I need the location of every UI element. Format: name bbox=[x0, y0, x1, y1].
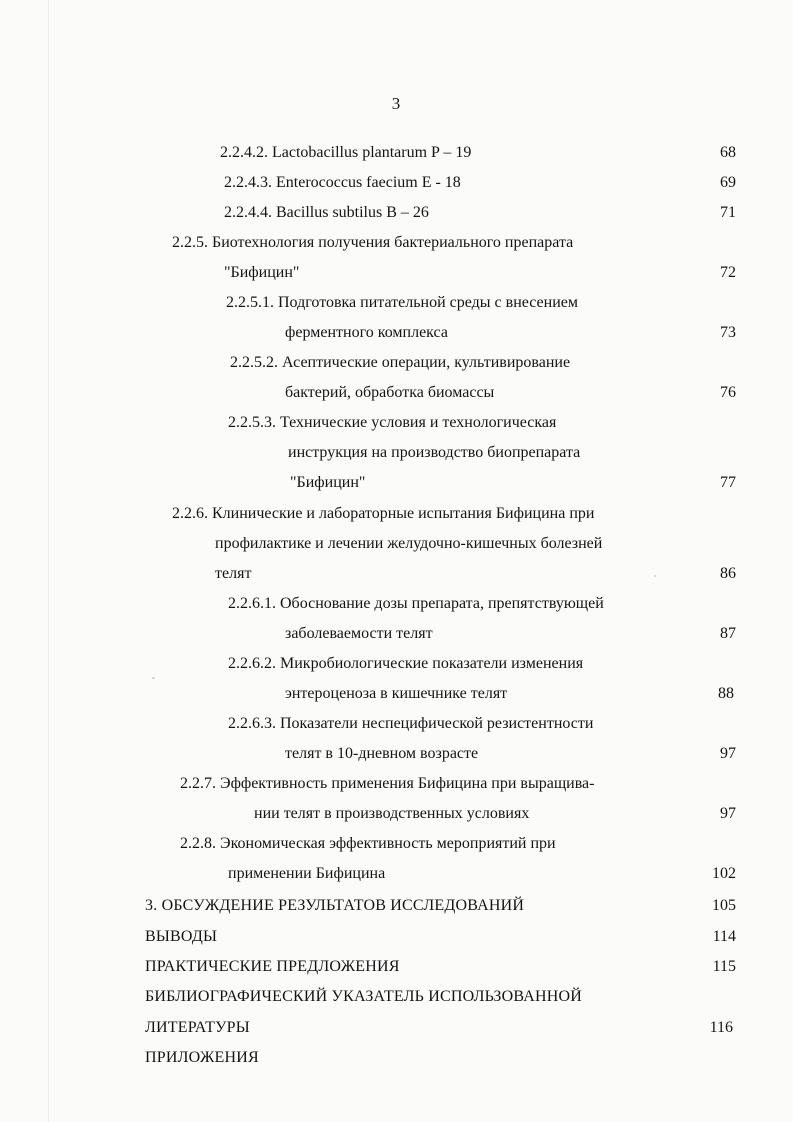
toc-entry-continuation: энтероценоза в кишечнике телят bbox=[285, 685, 508, 702]
toc-entry-page: 77 bbox=[720, 474, 736, 491]
toc-entry-continuation: телят в 10-дневном возрасте bbox=[285, 745, 479, 762]
scan-speck bbox=[654, 575, 656, 577]
toc-chapter-continuation: ЛИТЕРАТУРЫ bbox=[145, 1019, 250, 1036]
scan-speck bbox=[152, 677, 155, 679]
toc-entry-title: 2.2.6.3. Показатели неспецифической резистентности bbox=[228, 715, 594, 732]
toc-entry-page: 97 bbox=[720, 745, 736, 762]
toc-entry-page: 87 bbox=[720, 625, 736, 642]
toc-chapter-title: ВЫВОДЫ bbox=[145, 928, 218, 945]
toc-entry-title: 2.2.5.1. Подготовка питательной среды с внесением bbox=[226, 294, 579, 311]
toc-entry-continuation: "Бифицин" bbox=[224, 264, 300, 281]
toc-entry-continuation: нии телят в производственных условиях bbox=[254, 805, 530, 822]
toc-entry-page: 73 bbox=[720, 324, 736, 341]
toc-entry-continuation: заболеваемости телят bbox=[285, 625, 433, 642]
page-number: 3 bbox=[391, 94, 401, 113]
toc-entry-page: 72 bbox=[720, 264, 736, 281]
toc-entry-page: 88 bbox=[718, 685, 734, 702]
toc-entry-title: 2.2.7. Эффективность применения Бифицина при выращива- bbox=[180, 775, 595, 792]
toc-entry-continuation: инструкция на производство биопрепарата bbox=[288, 444, 581, 461]
toc-entry-title: 2.2.8. Экономическая эффективность мероприятий при bbox=[180, 835, 556, 852]
toc-entry-continuation: ферментного комплекса bbox=[285, 324, 448, 341]
toc-entry-continuation: "Бифицин" bbox=[290, 474, 366, 491]
toc-entry-page: 97 bbox=[720, 805, 736, 822]
toc-entry-page: 71 bbox=[720, 204, 736, 221]
toc-entry-title: 2.2.5. Биотехнология получения бактериального препарата bbox=[172, 234, 574, 251]
toc-entry-page: 105 bbox=[712, 897, 736, 914]
toc-entry-title: 2.2.5.2. Асептические операции, культивирование bbox=[230, 354, 571, 371]
toc-entry-page: 115 bbox=[712, 958, 736, 975]
toc-chapter-title: ПРАКТИЧЕСКИЕ ПРЕДЛОЖЕНИЯ bbox=[145, 958, 400, 975]
toc-chapter-title: БИБЛИОГРАФИЧЕСКИЙ УКАЗАТЕЛЬ ИСПОЛЬЗОВАННОЙ bbox=[145, 988, 583, 1005]
toc-entry-page: 86 bbox=[720, 565, 736, 582]
toc-entry-continuation: бактерий, обработка биомассы bbox=[285, 384, 495, 401]
toc-entry-page: 102 bbox=[712, 865, 736, 882]
toc-entry-title: 2.2.4.2. Lactobacillus plantarum P – 19 bbox=[220, 144, 472, 161]
toc-entry-page: 69 bbox=[720, 174, 736, 191]
toc-entry-title: 2.2.6.2. Микробиологические показатели изменения bbox=[228, 655, 584, 672]
toc-entry-page: 116 bbox=[709, 1019, 733, 1036]
toc-entry-page: 114 bbox=[712, 928, 736, 945]
toc-chapter-title: 3. ОБСУЖДЕНИЕ РЕЗУЛЬТАТОВ ИССЛЕДОВАНИЙ bbox=[145, 897, 525, 914]
toc-entry-title: 2.2.6. Клинические и лабораторные испытания Бифицина при bbox=[172, 505, 595, 522]
toc-entry-page: 68 bbox=[720, 144, 736, 161]
toc-entry-title: 2.2.5.3. Технические условия и технологическая bbox=[228, 414, 557, 431]
toc-entry-continuation: применении Бифицина bbox=[228, 865, 386, 882]
toc-entry-title: 2.2.4.4. Bacillus subtilus B – 26 bbox=[224, 204, 429, 221]
toc-entry-continuation: профилактике и лечении желудочно-кишечных болезней bbox=[215, 535, 603, 552]
scan-edge bbox=[48, 0, 49, 1122]
toc-entry-continuation: телят bbox=[215, 565, 252, 582]
toc-entry-title: 2.2.6.1. Обоснование дозы препарата, препятствующей bbox=[228, 595, 604, 612]
toc-entry-page: 76 bbox=[720, 384, 736, 401]
toc-chapter-title: ПРИЛОЖЕНИЯ bbox=[145, 1049, 259, 1066]
toc-entry-title: 2.2.4.3. Enterococcus faecium E - 18 bbox=[224, 174, 461, 191]
